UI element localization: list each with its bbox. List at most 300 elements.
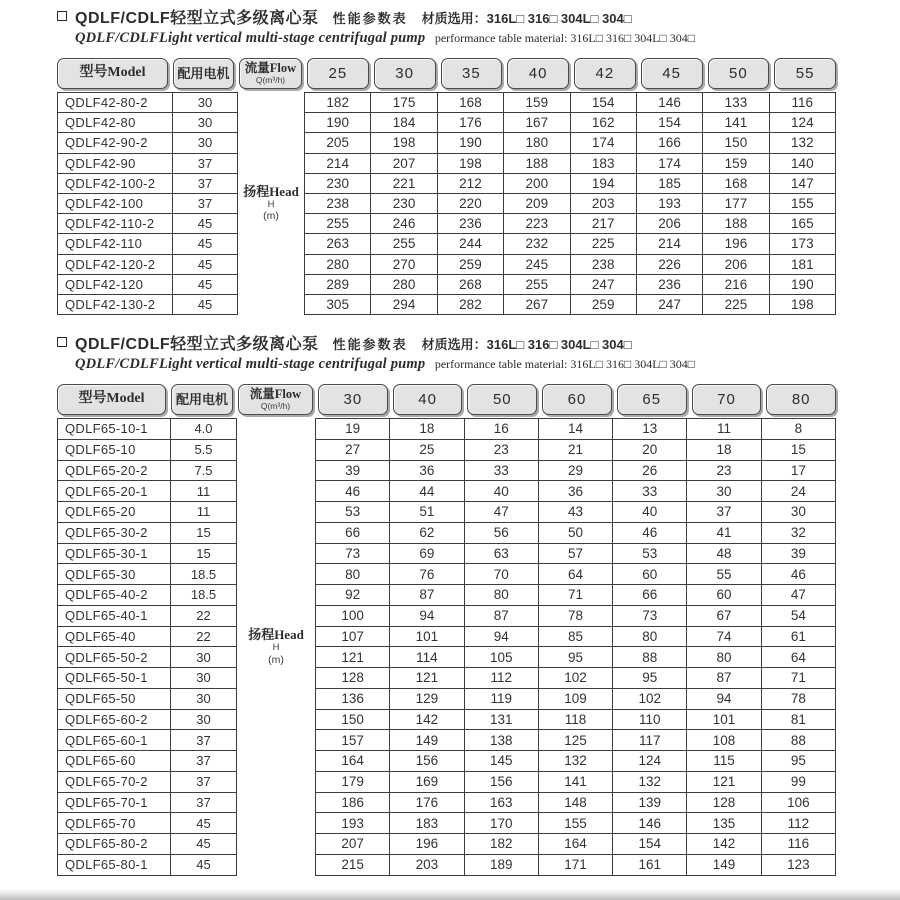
motor-cell: 18.5 xyxy=(171,585,237,606)
head-value-cell: 165 xyxy=(769,214,835,234)
table-row xyxy=(316,564,836,585)
head-value-cell: 18 xyxy=(390,419,464,440)
head-value-cell: 179 xyxy=(316,771,390,792)
head-value-cell: 78 xyxy=(538,605,612,626)
head-value-cell: 132 xyxy=(769,133,835,153)
head-value-cell: 220 xyxy=(437,193,503,213)
motor-cell: 45 xyxy=(173,294,238,314)
head-value-cell: 196 xyxy=(703,234,769,254)
motor-cell: 30 xyxy=(173,113,238,133)
head-value-cell: 280 xyxy=(305,254,371,274)
table-row xyxy=(316,854,836,875)
head-label: 扬程Head xyxy=(248,626,304,642)
head-value-cell: 19 xyxy=(316,419,390,440)
head-value-cell: 102 xyxy=(613,688,687,709)
model-cell: QDLF65-40-1 xyxy=(58,605,171,626)
model-cell: QDLF65-20-2 xyxy=(58,460,171,481)
head-value-cell: 176 xyxy=(390,792,464,813)
head-value-cell: 80 xyxy=(464,585,538,606)
head-value-cell: 206 xyxy=(703,254,769,274)
head-value-cell: 116 xyxy=(761,834,835,855)
head-value-cell: 226 xyxy=(636,254,702,274)
motor-cell: 37 xyxy=(173,193,238,213)
table-row xyxy=(58,193,238,213)
title-performance-label: 性能参数表 xyxy=(332,11,408,26)
model-motor-grid xyxy=(57,92,238,315)
table-row xyxy=(316,522,836,543)
head-value-cell: 203 xyxy=(390,854,464,875)
table-row xyxy=(58,294,238,314)
head-value-cell: 215 xyxy=(316,854,390,875)
head-value-cell: 99 xyxy=(761,771,835,792)
flow-value-header: 55 xyxy=(774,58,836,89)
head-value-cell: 118 xyxy=(538,709,612,730)
head-value-cell: 73 xyxy=(316,543,390,564)
motor-cell: 45 xyxy=(173,254,238,274)
head-value-cell: 119 xyxy=(464,688,538,709)
model-cell: QDLF65-70-1 xyxy=(58,792,171,813)
head-value-cell: 188 xyxy=(703,214,769,234)
flow-value-header: 65 xyxy=(617,384,687,415)
table-row xyxy=(58,792,237,813)
head-value-cell: 29 xyxy=(538,460,612,481)
motor-cell: 45 xyxy=(171,813,237,834)
head-value-cell: 101 xyxy=(390,626,464,647)
head-value-cell: 207 xyxy=(371,153,437,173)
head-value-cell: 18 xyxy=(687,439,761,460)
head-value-cell: 69 xyxy=(390,543,464,564)
head-value-cell: 185 xyxy=(636,173,702,193)
head-value-cell: 149 xyxy=(390,730,464,751)
head-value-cell: 255 xyxy=(305,214,371,234)
flow-value-header: 30 xyxy=(374,58,436,89)
motor-cell: 45 xyxy=(171,834,237,855)
head-value-cell: 149 xyxy=(687,854,761,875)
head-value-cell: 164 xyxy=(538,834,612,855)
head-value-cell: 169 xyxy=(390,771,464,792)
head-value-cell: 57 xyxy=(538,543,612,564)
table-row xyxy=(58,543,237,564)
head-value-cell: 116 xyxy=(769,93,835,113)
model-cell: QDLF65-10-1 xyxy=(58,419,171,440)
table-row xyxy=(58,502,237,523)
motor-cell: 37 xyxy=(171,771,237,792)
title-chinese: QDLF/CDLF轻型立式多级离心泵 xyxy=(75,336,319,354)
table-row xyxy=(58,93,238,113)
table-row xyxy=(316,792,836,813)
motor-cell: 18.5 xyxy=(171,564,237,585)
head-value-cell: 39 xyxy=(761,543,835,564)
head-value-cell: 255 xyxy=(504,274,570,294)
head-value-cell: 214 xyxy=(636,234,702,254)
head-value-cell: 171 xyxy=(538,854,612,875)
head-values-grid xyxy=(315,418,836,876)
head-value-cell: 55 xyxy=(687,564,761,585)
head-value-cell: 176 xyxy=(437,113,503,133)
head-value-cell: 124 xyxy=(613,751,687,772)
motor-cell: 22 xyxy=(171,626,237,647)
head-value-cell: 270 xyxy=(371,254,437,274)
motor-cell: 37 xyxy=(171,730,237,751)
table-row xyxy=(58,564,237,585)
head-value-cell: 163 xyxy=(464,792,538,813)
head-value-cell: 128 xyxy=(316,668,390,689)
head-value-cell: 141 xyxy=(538,771,612,792)
head-value-cell: 13 xyxy=(613,419,687,440)
model-cell: QDLF42-100 xyxy=(58,193,173,213)
table-row xyxy=(305,153,836,173)
head-value-cell: 168 xyxy=(437,93,503,113)
table-row xyxy=(305,294,836,314)
head-value-cell: 175 xyxy=(371,93,437,113)
table-row xyxy=(316,626,836,647)
head-value-cell: 100 xyxy=(316,605,390,626)
table-row xyxy=(58,626,237,647)
flow-column-header xyxy=(238,384,313,415)
table-row xyxy=(305,173,836,193)
head-value-cell: 25 xyxy=(390,439,464,460)
checkbox-icon xyxy=(57,337,67,347)
column-header-row xyxy=(57,384,836,415)
table-row xyxy=(316,585,836,606)
head-value-cell: 145 xyxy=(464,751,538,772)
head-value-cell: 30 xyxy=(761,502,835,523)
head-value-cell: 114 xyxy=(390,647,464,668)
head-value-cell: 23 xyxy=(464,439,538,460)
head-value-cell: 47 xyxy=(464,502,538,523)
head-value-cell: 124 xyxy=(769,113,835,133)
head-value-cell: 142 xyxy=(390,709,464,730)
table-row xyxy=(316,502,836,523)
table-row xyxy=(58,419,237,440)
head-value-cell: 162 xyxy=(570,113,636,133)
head-value-cell: 14 xyxy=(538,419,612,440)
head-value-cell: 30 xyxy=(687,481,761,502)
head-value-cell: 161 xyxy=(613,854,687,875)
head-value-cell: 198 xyxy=(437,153,503,173)
flow-value-header: 30 xyxy=(318,384,388,415)
head-value-cell: 294 xyxy=(371,294,437,314)
head-value-cell: 108 xyxy=(687,730,761,751)
head-value-cell: 147 xyxy=(769,173,835,193)
table-row xyxy=(58,234,238,254)
head-value-cell: 247 xyxy=(636,294,702,314)
head-value-cell: 193 xyxy=(316,813,390,834)
head-value-cell: 305 xyxy=(305,294,371,314)
head-value-cell: 87 xyxy=(687,668,761,689)
table-title-row xyxy=(57,331,836,354)
title-performance-label: 性能参数表 xyxy=(332,337,408,353)
motor-cell: 45 xyxy=(173,274,238,294)
head-value-cell: 41 xyxy=(687,522,761,543)
flow-value-header: 25 xyxy=(307,58,369,89)
table-row xyxy=(58,460,237,481)
flow-label: 流量Flow xyxy=(244,60,297,75)
motor-cell: 22 xyxy=(171,605,237,626)
motor-cell: 15 xyxy=(171,543,237,564)
head-value-cell: 26 xyxy=(613,460,687,481)
head-value-cell: 94 xyxy=(687,688,761,709)
motor-cell: 37 xyxy=(173,173,238,193)
table-row xyxy=(316,688,836,709)
model-cell: QDLF42-90 xyxy=(58,153,173,173)
head-unit: (m) xyxy=(263,210,279,223)
head-value-cell: 238 xyxy=(305,193,371,213)
model-cell: QDLF42-80 xyxy=(58,113,173,133)
head-value-cell: 40 xyxy=(464,481,538,502)
head-value-cell: 190 xyxy=(305,113,371,133)
motor-cell: 37 xyxy=(173,153,238,173)
head-value-cell: 80 xyxy=(613,626,687,647)
head-value-cell: 174 xyxy=(636,153,702,173)
head-value-cell: 146 xyxy=(636,93,702,113)
head-value-cell: 39 xyxy=(316,460,390,481)
head-value-cell: 194 xyxy=(570,173,636,193)
model-cell: QDLF42-110-2 xyxy=(58,214,173,234)
table-row xyxy=(58,254,238,274)
table-row xyxy=(305,254,836,274)
head-value-cell: 87 xyxy=(464,605,538,626)
head-value-cell: 101 xyxy=(687,709,761,730)
table-row xyxy=(58,439,237,460)
head-value-cell: 183 xyxy=(390,813,464,834)
head-value-cell: 117 xyxy=(613,730,687,751)
flow-value-header: 42 xyxy=(574,58,636,89)
head-value-cell: 50 xyxy=(538,522,612,543)
flow-value-header: 80 xyxy=(766,384,836,415)
head-symbol: H xyxy=(267,198,275,210)
table-row xyxy=(305,93,836,113)
head-value-cell: 67 xyxy=(687,605,761,626)
head-value-cell: 203 xyxy=(570,193,636,213)
head-value-cell: 188 xyxy=(504,153,570,173)
model-cell: QDLF65-10 xyxy=(58,439,171,460)
head-value-cell: 78 xyxy=(761,688,835,709)
motor-cell: 11 xyxy=(171,502,237,523)
head-value-cell: 255 xyxy=(371,234,437,254)
head-value-cell: 24 xyxy=(761,481,835,502)
head-value-cell: 40 xyxy=(613,502,687,523)
head-value-cell: 60 xyxy=(687,585,761,606)
head-value-cell: 238 xyxy=(570,254,636,274)
head-value-cell: 51 xyxy=(390,502,464,523)
head-value-cell: 66 xyxy=(613,585,687,606)
head-value-cell: 132 xyxy=(613,771,687,792)
head-value-cell: 135 xyxy=(687,813,761,834)
table-row xyxy=(316,647,836,668)
motor-cell: 37 xyxy=(171,792,237,813)
table-row xyxy=(305,193,836,213)
head-value-cell: 140 xyxy=(769,153,835,173)
head-label: 扬程Head xyxy=(243,183,299,199)
model-motor-body xyxy=(58,419,237,876)
head-value-cell: 198 xyxy=(371,133,437,153)
title-chinese: QDLF/CDLF轻型立式多级离心泵 xyxy=(75,10,319,27)
head-value-cell: 154 xyxy=(570,93,636,113)
head-value-cell: 125 xyxy=(538,730,612,751)
head-value-cell: 66 xyxy=(316,522,390,543)
motor-cell: 37 xyxy=(171,751,237,772)
motor-cell: 45 xyxy=(173,214,238,234)
head-value-cell: 95 xyxy=(538,647,612,668)
head-value-cell: 81 xyxy=(761,709,835,730)
table-row xyxy=(316,481,836,502)
head-values-grid xyxy=(304,92,836,315)
table-row xyxy=(58,133,238,153)
head-unit-cell xyxy=(238,92,304,315)
head-value-cell: 11 xyxy=(687,419,761,440)
head-value-cell: 21 xyxy=(538,439,612,460)
table-row xyxy=(316,751,836,772)
head-value-cell: 174 xyxy=(570,133,636,153)
flow-value-header: 70 xyxy=(692,384,762,415)
motor-cell: 45 xyxy=(171,854,237,875)
head-value-cell: 48 xyxy=(687,543,761,564)
head-value-cell: 95 xyxy=(613,668,687,689)
spec-table-section-qdlf42 xyxy=(57,0,836,315)
motor-cell: 5.5 xyxy=(171,439,237,460)
table-row xyxy=(58,813,237,834)
head-value-cell: 92 xyxy=(316,585,390,606)
motor-cell: 7.5 xyxy=(171,460,237,481)
head-value-cell: 73 xyxy=(613,605,687,626)
head-value-cell: 154 xyxy=(636,113,702,133)
model-cell: QDLF65-50-2 xyxy=(58,647,171,668)
title-material-options: 材质选用：316L□ 316□ 304L□ 304□ xyxy=(421,11,632,26)
head-value-cell: 156 xyxy=(464,771,538,792)
table-row xyxy=(316,771,836,792)
title-english: QDLF/CDLFLight vertical multi-stage centrifugal pump xyxy=(75,30,426,46)
head-value-cell: 62 xyxy=(390,522,464,543)
head-value-cell: 207 xyxy=(316,834,390,855)
title-english: QDLF/CDLFLight vertical multi-stage centrifugal pump xyxy=(75,356,426,373)
flow-unit-label: Q(m³/h) xyxy=(255,75,286,86)
table-row xyxy=(58,481,237,502)
head-value-cell: 36 xyxy=(390,460,464,481)
head-value-cell: 20 xyxy=(613,439,687,460)
head-value-cell: 37 xyxy=(687,502,761,523)
head-value-cell: 71 xyxy=(761,668,835,689)
motor-cell: 45 xyxy=(173,234,238,254)
head-value-cell: 150 xyxy=(703,133,769,153)
head-value-cell: 80 xyxy=(316,564,390,585)
model-cell: QDLF65-20-1 xyxy=(58,481,171,502)
head-value-cell: 128 xyxy=(687,792,761,813)
head-value-cell: 157 xyxy=(316,730,390,751)
table-row xyxy=(305,274,836,294)
model-cell: QDLF42-130-2 xyxy=(58,294,173,314)
head-value-cell: 225 xyxy=(570,234,636,254)
head-value-cell: 184 xyxy=(371,113,437,133)
head-value-cell: 196 xyxy=(390,834,464,855)
head-value-cell: 263 xyxy=(305,234,371,254)
head-value-cell: 95 xyxy=(761,751,835,772)
head-value-cell: 74 xyxy=(687,626,761,647)
head-value-cell: 190 xyxy=(437,133,503,153)
head-value-cell: 236 xyxy=(437,214,503,234)
head-value-cell: 180 xyxy=(504,133,570,153)
head-value-cell: 209 xyxy=(504,193,570,213)
head-value-cell: 289 xyxy=(305,274,371,294)
head-value-cell: 121 xyxy=(687,771,761,792)
head-value-cell: 16 xyxy=(464,419,538,440)
head-value-cell: 193 xyxy=(636,193,702,213)
head-value-cell: 189 xyxy=(464,854,538,875)
head-value-cell: 212 xyxy=(437,173,503,193)
head-value-cell: 156 xyxy=(390,751,464,772)
table-row xyxy=(58,854,237,875)
head-value-cell: 129 xyxy=(390,688,464,709)
head-value-cell: 64 xyxy=(761,647,835,668)
flow-value-header: 60 xyxy=(542,384,612,415)
head-value-cell: 236 xyxy=(636,274,702,294)
model-cell: QDLF65-70 xyxy=(58,813,171,834)
head-value-cell: 121 xyxy=(390,668,464,689)
motor-cell: 30 xyxy=(173,93,238,113)
flow-value-header: 45 xyxy=(641,58,703,89)
motor-cell: 30 xyxy=(171,688,237,709)
table-row xyxy=(58,688,237,709)
head-value-cell: 223 xyxy=(504,214,570,234)
table-row xyxy=(58,274,238,294)
model-cell: QDLF65-30 xyxy=(58,564,171,585)
head-value-cell: 32 xyxy=(761,522,835,543)
head-value-cell: 53 xyxy=(316,502,390,523)
head-value-cell: 47 xyxy=(761,585,835,606)
head-value-cell: 247 xyxy=(570,274,636,294)
head-values-body xyxy=(316,419,836,876)
head-value-cell: 63 xyxy=(464,543,538,564)
head-values-body xyxy=(305,93,836,315)
head-value-cell: 267 xyxy=(504,294,570,314)
head-value-cell: 230 xyxy=(305,173,371,193)
table-row xyxy=(58,214,238,234)
title-english-material: performance table material: 316L□ 316□ 304L□ 304□ xyxy=(434,31,696,45)
flow-value-header: 35 xyxy=(441,58,503,89)
head-value-cell: 94 xyxy=(464,626,538,647)
flow-unit-label: Q(m³/h) xyxy=(260,401,291,412)
table-row xyxy=(316,730,836,751)
model-cell: QDLF65-30-1 xyxy=(58,543,171,564)
head-value-cell: 182 xyxy=(305,93,371,113)
table-title-row-english xyxy=(75,355,836,373)
head-value-cell: 198 xyxy=(769,294,835,314)
head-value-cell: 138 xyxy=(464,730,538,751)
head-value-cell: 216 xyxy=(703,274,769,294)
column-header-row xyxy=(57,58,836,89)
model-cell: QDLF65-80-2 xyxy=(58,834,171,855)
head-unit: (m) xyxy=(268,653,284,666)
motor-cell: 30 xyxy=(171,709,237,730)
table-row xyxy=(305,113,836,133)
head-value-cell: 205 xyxy=(305,133,371,153)
head-value-cell: 190 xyxy=(769,274,835,294)
model-cell: QDLF65-40 xyxy=(58,626,171,647)
model-cell: QDLF65-50 xyxy=(58,688,171,709)
head-value-cell: 123 xyxy=(761,854,835,875)
data-grid xyxy=(57,418,836,876)
head-value-cell: 102 xyxy=(538,668,612,689)
title-material-options: 材质选用：316L□ 316□ 304L□ 304□ xyxy=(421,337,632,353)
model-cell: QDLF65-60 xyxy=(58,751,171,772)
head-value-cell: 259 xyxy=(437,254,503,274)
head-value-cell: 76 xyxy=(390,564,464,585)
flow-value-header: 40 xyxy=(393,384,463,415)
head-value-cell: 164 xyxy=(316,751,390,772)
head-value-cell: 181 xyxy=(769,254,835,274)
head-value-cell: 139 xyxy=(613,792,687,813)
head-value-cell: 154 xyxy=(613,834,687,855)
